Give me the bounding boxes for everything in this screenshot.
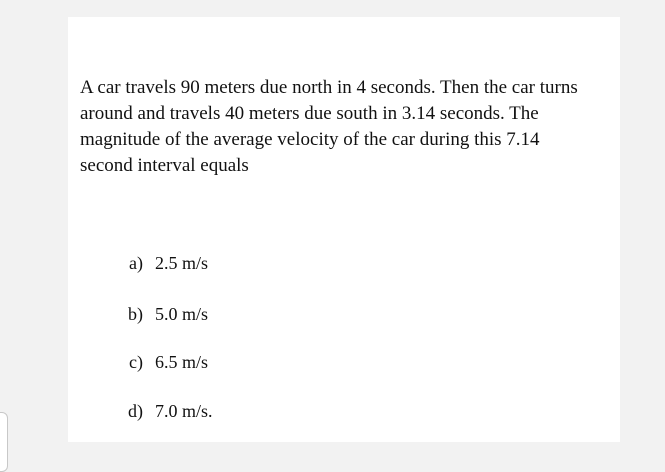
- option-letter: c): [129, 352, 143, 372]
- option-text: 7.0 m/s.: [155, 401, 213, 421]
- option-d[interactable]: [110, 380, 213, 443]
- side-panel-tab[interactable]: [0, 412, 8, 472]
- option-text: 2.5 m/s: [154, 253, 208, 273]
- question-text: A car travels 90 meters due north in 4 seconds. Then the car turns around and travels 40 meters due south in 3.14 seconds. The magnitude of the average velocity of the car during this 7.14 second interval equals: [80, 77, 578, 176]
- option-letter: b): [128, 304, 143, 324]
- option-text: 6.5 m/s: [154, 352, 208, 372]
- question-card: [68, 17, 620, 442]
- option-letter: d): [128, 401, 143, 421]
- option-text: 5.0 m/s: [155, 304, 209, 324]
- option-letter: a): [129, 253, 143, 273]
